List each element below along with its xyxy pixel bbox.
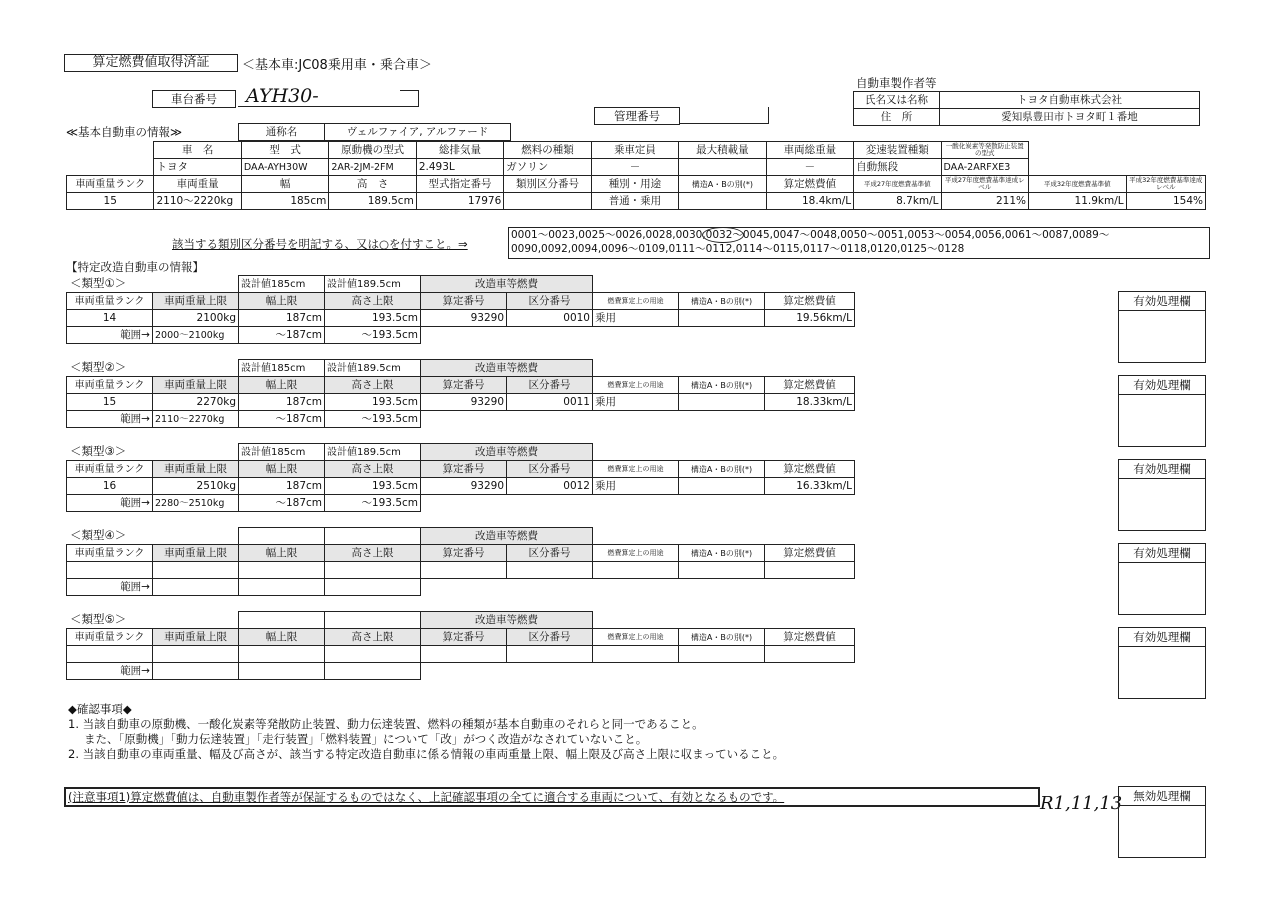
maker-name-value: トヨタ自動車株式会社 [940, 92, 1200, 109]
ruibetsu-line-2: 0090,0092,0094,0096～0109,0111～0112,0114～0115,0117～0118,0120,0125～0128 [511, 243, 965, 255]
v-class-no [504, 193, 591, 210]
design1895-label [325, 528, 421, 545]
class-no-header: 区分番号 [507, 629, 593, 646]
confirm-item-1b: また、「原動機」「動力伝達装置」「走行装置」「燃料装置」について「改」がつく改造がなされていないこと。 [84, 732, 648, 746]
v-h32-level: 154% [1126, 193, 1205, 210]
purpose-value: 乗用 [593, 310, 679, 327]
rank-header: 車両重量ランク [67, 461, 153, 478]
effective-label: 有効処理欄 [1118, 375, 1206, 395]
blank [153, 444, 239, 461]
fuel-value: 19.56km/L [765, 310, 855, 327]
v-h32-standard: 11.9km/L [1028, 193, 1126, 210]
ruibetsu-instruction: 該当する類別区分番号を明記する、又は○を付すこと。⇒ [172, 237, 468, 251]
fuel-value-header: 算定燃費値 [765, 293, 855, 310]
v-displacement: 2.493L [416, 159, 503, 176]
v-h27-level: 211% [941, 193, 1028, 210]
h-emission-device: 一酸化炭素等発散防止装置の型式 [941, 142, 1028, 159]
blank [765, 411, 855, 428]
blank [679, 612, 765, 629]
rank-header: 車両重量ランク [67, 293, 153, 310]
blank [765, 444, 855, 461]
purpose-header: 燃費算定上の用途 [593, 377, 679, 394]
maker-addr-value: 愛知県豊田市トヨタ町１番地 [940, 109, 1200, 126]
weight-upper-value: 2510kg [153, 478, 239, 495]
weight-upper-header: 車両重量上限 [153, 629, 239, 646]
h-class-no: 類別区分番号 [504, 176, 591, 193]
effective-label: 有効処理欄 [1118, 459, 1206, 479]
range-width: ～187cm [239, 495, 325, 512]
blank [507, 411, 593, 428]
range-width [239, 579, 325, 596]
blank [593, 579, 679, 596]
type-table [66, 359, 855, 428]
h-model: 型 式 [241, 142, 328, 159]
blank [593, 360, 679, 377]
width-upper-value [239, 646, 325, 663]
blank [593, 444, 679, 461]
structure-header: 構造A・Bの別(*) [679, 377, 765, 394]
blank [679, 411, 765, 428]
fuel-value: 18.33km/L [765, 394, 855, 411]
mgmt-label-box [594, 107, 680, 125]
type-table [66, 527, 855, 596]
confirm-item-1: 1. 当該自動車の原動機、一酸化炭素等発散防止装置、動力伝達装置、燃料の種類が基本自動車のそれらと同一であること。 [68, 717, 704, 731]
v-transmission: 自動無段 [854, 159, 941, 176]
blank [593, 411, 679, 428]
fuel-value: 16.33km/L [765, 478, 855, 495]
design185-label [239, 612, 325, 629]
effective-box [1118, 646, 1206, 699]
class-no-header: 区分番号 [507, 545, 593, 562]
blank [765, 528, 855, 545]
v-weight: 2110～2220kg [154, 193, 241, 210]
blank [153, 360, 239, 377]
range-width [239, 663, 325, 680]
width-upper-header: 幅上限 [239, 293, 325, 310]
structure-value [679, 310, 765, 327]
weight-upper-value [153, 562, 239, 579]
rank-header: 車両重量ランク [67, 545, 153, 562]
v-maker: トヨタ [154, 159, 241, 176]
blank [679, 360, 765, 377]
width-upper-value: 187cm [239, 394, 325, 411]
h-max-load: 最大積載量 [679, 142, 766, 159]
mgmt-value-field [680, 107, 769, 124]
v-height: 189.5cm [329, 193, 416, 210]
rank-value: 15 [67, 394, 153, 411]
tsusho-label: 通称名 [239, 124, 325, 141]
type-table [66, 611, 855, 680]
effective-box [1118, 310, 1206, 363]
fuel-group-header: 改造車等燃費 [421, 360, 593, 377]
design1895-label: 設計値189.5cm [325, 276, 421, 293]
h-h27-level: 平成27年度燃費基準達成レベル [941, 176, 1028, 193]
height-upper-header: 高さ上限 [325, 377, 421, 394]
rank-value: 14 [67, 310, 153, 327]
type-label: ＜類型④＞ [70, 528, 127, 542]
chassis-label: 車台番号 [171, 92, 217, 106]
design185-label [239, 528, 325, 545]
blank [765, 327, 855, 344]
h-width: 幅 [241, 176, 328, 193]
class-no-value [507, 646, 593, 663]
width-upper-header: 幅上限 [239, 461, 325, 478]
handwritten-date: R1,11,13 [1040, 793, 1123, 814]
confirm-item-2: 2. 当該自動車の車両重量、幅及び高さが、該当する特定改造自動車に係る情報の車両重量上限、幅上限及び高さ上限に収まっていること。 [68, 747, 785, 761]
blank [679, 327, 765, 344]
calc-no-value [421, 562, 507, 579]
v-max-load [679, 159, 766, 176]
blank [1028, 142, 1126, 159]
fuel-group-header: 改造車等燃費 [421, 612, 593, 629]
special-section-title: 【特定改造自動車の情報】 [66, 260, 204, 274]
fuel-value-header: 算定燃費値 [765, 377, 855, 394]
effective-label: 有効処理欄 [1118, 291, 1206, 311]
weight-upper-header: 車両重量上限 [153, 545, 239, 562]
h-capacity: 乗車定員 [591, 142, 678, 159]
blank [507, 327, 593, 344]
range-label: 範囲→ [67, 327, 153, 344]
fuel-value [765, 562, 855, 579]
class-no-header: 区分番号 [507, 461, 593, 478]
purpose-header: 燃費算定上の用途 [593, 461, 679, 478]
blank [67, 276, 153, 293]
fuel-group-header: 改造車等燃費 [421, 276, 593, 293]
blank [421, 411, 507, 428]
rank-value: 16 [67, 478, 153, 495]
rank-value [67, 562, 153, 579]
blank [765, 360, 855, 377]
v-fuel-value: 18.4km/L [766, 193, 853, 210]
h-h27-standard: 平成27年度燃費基準値 [854, 176, 941, 193]
weight-upper-value: 2270kg [153, 394, 239, 411]
range-label: 範囲→ [67, 579, 153, 596]
blank [421, 663, 507, 680]
height-upper-header: 高さ上限 [325, 461, 421, 478]
v-category: 普通・乗用 [591, 193, 678, 210]
blank [679, 663, 765, 680]
blank [593, 528, 679, 545]
blank [153, 528, 239, 545]
maker-section-title: 自動車製作者等 [856, 76, 937, 90]
range-weight [153, 579, 239, 596]
structure-header: 構造A・Bの別(*) [679, 629, 765, 646]
h-transmission: 変速装置種類 [854, 142, 941, 159]
note-text: (注意事項1)算定燃費値は、自動車製作者等が保証するものではなく、上記確認事項の全てに適合する車両について、有効となるものです。 [68, 790, 785, 804]
h-category: 種別・用途 [591, 176, 678, 193]
blank [765, 276, 855, 293]
design185-label: 設計値185cm [239, 444, 325, 461]
range-label: 範囲→ [67, 495, 153, 512]
blank [67, 444, 153, 461]
blank [679, 579, 765, 596]
blank [765, 612, 855, 629]
blank [67, 528, 153, 545]
type-table [66, 275, 855, 344]
structure-value [679, 646, 765, 663]
fuel-group-header: 改造車等燃費 [421, 528, 593, 545]
purpose-header: 燃費算定上の用途 [593, 629, 679, 646]
tsusho-table [238, 123, 511, 141]
height-upper-header: 高さ上限 [325, 629, 421, 646]
design185-label: 設計値185cm [239, 360, 325, 377]
v-fuel-type: ガソリン [504, 159, 591, 176]
structure-value [679, 478, 765, 495]
ruibetsu-box [508, 227, 1210, 259]
v-weight-rank: 15 [67, 193, 154, 210]
maker-table [853, 91, 1200, 126]
design1895-label: 設計値189.5cm [325, 360, 421, 377]
fuel-value-header: 算定燃費値 [765, 545, 855, 562]
fuel-group-header: 改造車等燃費 [421, 444, 593, 461]
width-upper-header: 幅上限 [239, 629, 325, 646]
h-engine: 原動機の型式 [329, 142, 416, 159]
confirm-title: ◆確認事項◆ [68, 702, 132, 716]
v-width: 185cm [241, 193, 328, 210]
purpose-value: 乗用 [593, 394, 679, 411]
cert-title-box [64, 54, 238, 72]
blank [765, 495, 855, 512]
blank [765, 663, 855, 680]
height-upper-value [325, 562, 421, 579]
blank [679, 276, 765, 293]
h-h32-level: 平成32年度燃費基準達成レベル [1126, 176, 1205, 193]
maker-addr-label: 住 所 [854, 109, 940, 126]
height-upper-value: 193.5cm [325, 394, 421, 411]
blank [593, 612, 679, 629]
blank [1126, 142, 1205, 159]
v-gross-weight: － [766, 159, 853, 176]
blank [593, 276, 679, 293]
structure-header: 構造A・Bの別(*) [679, 293, 765, 310]
height-upper-value: 193.5cm [325, 478, 421, 495]
width-upper-header: 幅上限 [239, 377, 325, 394]
v-type-no: 17976 [416, 193, 503, 210]
structure-header: 構造A・Bの別(*) [679, 545, 765, 562]
weight-upper-value [153, 646, 239, 663]
range-height: ～193.5cm [325, 411, 421, 428]
structure-value [679, 562, 765, 579]
ruibetsu-circle-mark [702, 227, 744, 243]
purpose-header: 燃費算定上の用途 [593, 545, 679, 562]
height-upper-header: 高さ上限 [325, 545, 421, 562]
v-structure [679, 193, 766, 210]
range-label: 範囲→ [67, 411, 153, 428]
blank [593, 663, 679, 680]
blank [153, 612, 239, 629]
rank-header: 車両重量ランク [67, 377, 153, 394]
blank [507, 579, 593, 596]
h-weight-rank: 車両重量ランク [67, 176, 154, 193]
range-weight: 2110～2270kg [153, 411, 239, 428]
calc-no-value: 93290 [421, 394, 507, 411]
blank [421, 327, 507, 344]
blank [679, 495, 765, 512]
effective-label: 有効処理欄 [1118, 627, 1206, 647]
fuel-value-header: 算定燃費値 [765, 461, 855, 478]
blank [679, 528, 765, 545]
range-height [325, 579, 421, 596]
chassis-underline [238, 106, 418, 107]
type-label: ＜類型③＞ [70, 444, 127, 458]
v-capacity: － [591, 159, 678, 176]
class-no-header: 区分番号 [507, 293, 593, 310]
blank [67, 142, 154, 159]
height-upper-value [325, 646, 421, 663]
chassis-bracket [400, 90, 419, 107]
effective-box [1118, 478, 1206, 531]
base-vehicle-label: ＜基本車:JC08乗用車・乗合車＞ [242, 58, 432, 73]
purpose-value: 乗用 [593, 478, 679, 495]
weight-upper-header: 車両重量上限 [153, 461, 239, 478]
weight-upper-header: 車両重量上限 [153, 377, 239, 394]
mgmt-label: 管理番号 [614, 109, 660, 123]
width-upper-value: 187cm [239, 310, 325, 327]
purpose-value [593, 562, 679, 579]
range-label: 範囲→ [67, 663, 153, 680]
rank-value [67, 646, 153, 663]
class-no-value: 0011 [507, 394, 593, 411]
h-weight: 車両重量 [154, 176, 241, 193]
base-info-title: ≪基本自動車の情報≫ [66, 125, 183, 139]
blank [765, 579, 855, 596]
range-height: ～193.5cm [325, 327, 421, 344]
blank [67, 360, 153, 377]
type-label: ＜類型②＞ [70, 360, 127, 374]
h-displacement: 総排気量 [416, 142, 503, 159]
calc-no-header: 算定番号 [421, 545, 507, 562]
height-upper-header: 高さ上限 [325, 293, 421, 310]
range-width: ～187cm [239, 327, 325, 344]
calc-no-value [421, 646, 507, 663]
type-label: ＜類型⑤＞ [70, 612, 127, 626]
effective-box [1118, 562, 1206, 615]
h-gross-weight: 車両総重量 [766, 142, 853, 159]
invalid-box [1118, 805, 1206, 858]
h-structure: 構造A・Bの別(*) [679, 176, 766, 193]
blank [67, 612, 153, 629]
calc-no-header: 算定番号 [421, 293, 507, 310]
range-height [325, 663, 421, 680]
tsusho-value: ヴェルファイア, アルファード [325, 124, 511, 141]
blank [593, 495, 679, 512]
range-width: ～187cm [239, 411, 325, 428]
blank [507, 495, 593, 512]
blank [1126, 159, 1205, 176]
blank [679, 444, 765, 461]
class-no-value [507, 562, 593, 579]
weight-upper-header: 車両重量上限 [153, 293, 239, 310]
maker-name-label: 氏名又は名称 [854, 92, 940, 109]
fuel-value-header: 算定燃費値 [765, 629, 855, 646]
width-upper-header: 幅上限 [239, 545, 325, 562]
calc-no-header: 算定番号 [421, 461, 507, 478]
range-height: ～193.5cm [325, 495, 421, 512]
h-fuel-value: 算定燃費値 [766, 176, 853, 193]
class-no-value: 0010 [507, 310, 593, 327]
weight-upper-value: 2100kg [153, 310, 239, 327]
purpose-header: 燃費算定上の用途 [593, 293, 679, 310]
chassis-value: AYH30- [246, 85, 319, 107]
blank [1028, 159, 1126, 176]
calc-no-header: 算定番号 [421, 377, 507, 394]
h-h32-standard: 平成32年度燃費基準値 [1028, 176, 1126, 193]
calc-no-header: 算定番号 [421, 629, 507, 646]
structure-header: 構造A・Bの別(*) [679, 461, 765, 478]
range-weight: 2280～2510kg [153, 495, 239, 512]
design1895-label: 設計値189.5cm [325, 444, 421, 461]
h-height: 高 さ [329, 176, 416, 193]
base-info-table [66, 141, 1206, 210]
blank [153, 276, 239, 293]
calc-no-value: 93290 [421, 310, 507, 327]
class-no-value: 0012 [507, 478, 593, 495]
range-weight: 2000～2100kg [153, 327, 239, 344]
blank [421, 579, 507, 596]
blank [421, 495, 507, 512]
v-emission-device: DAA-2ARFXE3 [941, 159, 1028, 176]
type-table [66, 443, 855, 512]
fuel-value [765, 646, 855, 663]
h-type-no: 型式指定番号 [416, 176, 503, 193]
effective-label: 有効処理欄 [1118, 543, 1206, 563]
design185-label: 設計値185cm [239, 276, 325, 293]
effective-box [1118, 394, 1206, 447]
blank [507, 663, 593, 680]
v-engine: 2AR-2JM-2FM [329, 159, 416, 176]
height-upper-value: 193.5cm [325, 310, 421, 327]
blank [67, 159, 154, 176]
width-upper-value [239, 562, 325, 579]
structure-value [679, 394, 765, 411]
width-upper-value: 187cm [239, 478, 325, 495]
cert-title: 算定燃費値取得済証 [92, 55, 210, 70]
blank [593, 327, 679, 344]
v-h27-standard: 8.7km/L [854, 193, 941, 210]
rank-header: 車両重量ランク [67, 629, 153, 646]
range-weight [153, 663, 239, 680]
ruibetsu-line-1: 0001～0023,0025～0026,0028,0030,0032～0045,0047～0048,0050～0051,0053～0054,0056,0061～0087,0089～ [511, 229, 1110, 241]
h-maker: 車 名 [154, 142, 241, 159]
type-label: ＜類型①＞ [70, 276, 127, 290]
calc-no-value: 93290 [421, 478, 507, 495]
class-no-header: 区分番号 [507, 377, 593, 394]
purpose-value [593, 646, 679, 663]
invalid-label: 無効処理欄 [1118, 786, 1206, 806]
chassis-label-box [152, 90, 236, 108]
design1895-label [325, 612, 421, 629]
note-box [64, 787, 1040, 807]
h-fuel-type: 燃料の種類 [504, 142, 591, 159]
v-model: DAA-AYH30W [241, 159, 328, 176]
